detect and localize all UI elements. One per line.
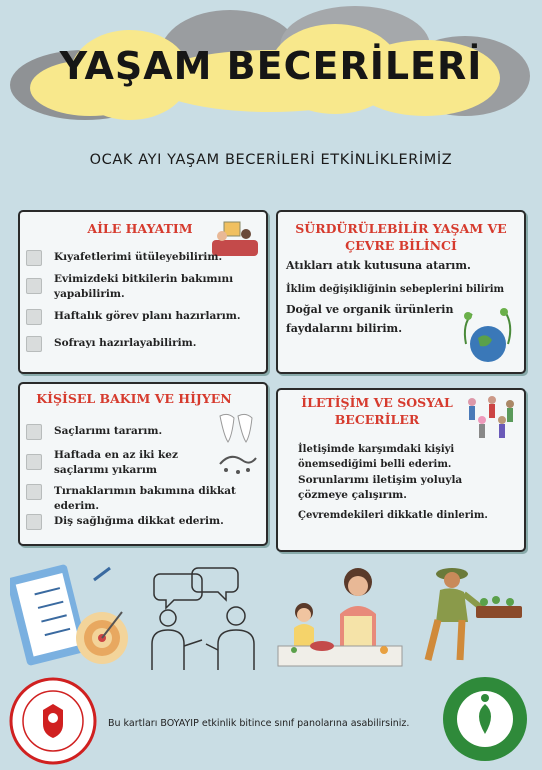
list-item: İletişimde karşımdaki kişiyi önemsediğimi belli ederim. [298,444,455,470]
iletisim-sosyal-card [276,388,526,552]
checkbox[interactable] [26,454,42,470]
teeth-icon [216,412,260,444]
checkbox[interactable] [26,309,42,325]
list-item: Haftalık görev planı hazırlarım. [54,310,241,322]
cooking-family-illustration [274,562,404,670]
checkbox[interactable] [26,484,42,500]
checkbox[interactable] [26,514,42,530]
checkbox[interactable] [26,250,42,266]
card-heading: AİLE HAYATIM [87,221,193,236]
gardener-illustration [412,560,532,672]
card-heading: SÜRDÜRÜLEBİLİR YAŞAM VE ÇEVRE BİLİNCİ [295,221,507,253]
surdurulebilir-yasam-card [276,210,526,374]
checkbox[interactable] [26,278,42,294]
checklist-target-illustration [10,560,130,670]
page-title: YAŞAM BECERİLERİ [59,44,483,88]
meb-seal-logo [8,676,98,766]
list-item: Atıkları atık kutusuna atarım. [286,259,471,272]
card-heading: KİŞİSEL BAKIM VE HİJYEN [36,391,232,406]
checkbox[interactable] [26,336,42,352]
list-item: Çevremdekileri dikkatle dinlerim. [298,510,488,521]
school-logo [440,674,530,764]
conversation-illustration [140,566,270,676]
kisisel-bakim-card [18,382,268,546]
list-item: Haftada en az iki kez saçlarımı yıkarım [54,449,178,476]
list-item: Tırnaklarımın bakımına dikkat ederim. [54,485,236,512]
aile-hayatim-card [18,210,268,374]
page-subtitle: OCAK AYI YAŞAM BECERİLERİ ETKİNLİKLERİMİZ [89,152,453,168]
card-heading: İLETİŞİM VE SOSYAL BECERİLER [301,395,453,427]
earth-plant-icon [458,304,518,366]
list-item: Kıyafetlerimi ütüleyebilirim. [54,251,223,263]
footer-note: Bu kartları BOYAYIP etkinlik bitince sınıf panolarına asabilirsiniz. [108,718,410,729]
checkbox[interactable] [26,424,42,440]
list-item: Doğal ve organik ürünlerin faydalarını bilirim. [286,303,454,335]
hair-wash-icon [216,446,260,478]
list-item: Sofrayı hazırlayabilirim. [54,337,197,349]
list-item: Sorunlarımı iletişim yoluyla çözmeye çalışırım. [298,474,463,501]
list-item: İklim değişikliğinin sebeplerini bilirim [286,284,505,295]
list-item: Saçlarımı tararım. [54,425,163,437]
list-item: Diş sağlığıma dikkat ederim. [54,515,224,527]
list-item: Evimizdeki bitkilerin bakımını yapabilirim. [54,273,234,300]
people-group-icon [464,394,520,440]
